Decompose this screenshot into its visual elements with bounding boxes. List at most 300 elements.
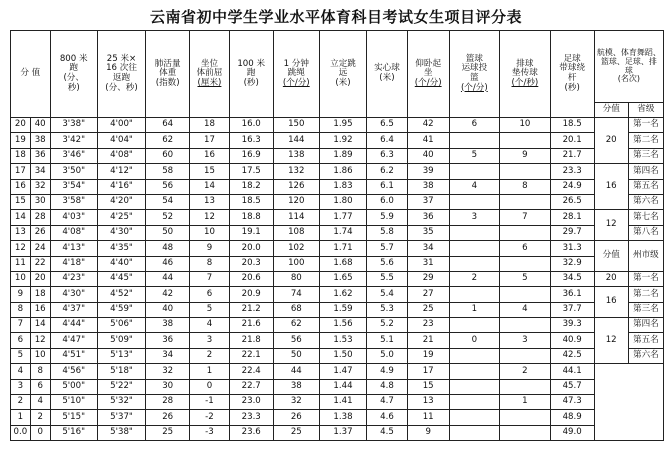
cell: 6.3 (367, 148, 408, 163)
cell: 22.1 (229, 348, 273, 363)
cell: 28 (146, 395, 190, 410)
cell: 5 (190, 302, 230, 317)
cell: 5.6 (367, 256, 408, 271)
cell: 13 (407, 395, 449, 410)
cell: 46 (146, 256, 190, 271)
cell: 4'45" (97, 271, 145, 286)
cell (500, 164, 551, 179)
cell: 27 (407, 287, 449, 302)
cell: 23.3 (550, 164, 594, 179)
cell (449, 410, 500, 425)
cell: 15 (407, 379, 449, 394)
cell: 7 (500, 210, 551, 225)
cell: 62 (273, 318, 319, 333)
cell: 15 (190, 164, 230, 179)
header-standing-jump: 立定跳 远 (米) (319, 31, 366, 118)
cell: 38 (30, 133, 50, 148)
cell: 5.1 (367, 333, 408, 348)
cell: 20.0 (229, 241, 273, 256)
cell: 38 (273, 379, 319, 394)
cell: 8 (11, 302, 31, 317)
cell: 18.2 (229, 179, 273, 194)
cell: 50 (273, 348, 319, 363)
header-rank: 航模、体育舞蹈、 篮球、足球、排 球 (名次) (594, 31, 663, 103)
cell (449, 318, 500, 333)
cell: 62 (146, 133, 190, 148)
cell: 5.5 (367, 271, 408, 286)
cell: 4'08" (50, 225, 97, 240)
header-lung-capacity: 肺活量 体重 (指数) (146, 31, 190, 118)
cell: 25 (273, 425, 319, 440)
rank-city-header: 州市级 (628, 241, 663, 272)
cell: 108 (273, 225, 319, 240)
cell: 5'18" (97, 364, 145, 379)
cell: 36 (30, 148, 50, 163)
cell: 13 (190, 194, 230, 209)
cell (500, 194, 551, 209)
rank-name-cell: 第五名 (628, 333, 663, 348)
cell: 0 (30, 425, 50, 440)
page-title: 云南省初中学生学业水平体育科目考试女生项目评分表 (149, 8, 522, 26)
cell: 34 (30, 164, 50, 179)
cell: 3'58" (50, 194, 97, 209)
cell: 16.9 (229, 148, 273, 163)
cell: 49.0 (550, 425, 594, 440)
cell (449, 364, 500, 379)
rank-score-cell: 20 (594, 271, 628, 286)
cell: 1 (500, 395, 551, 410)
cell: 10 (11, 271, 31, 286)
cell: 39.3 (550, 318, 594, 333)
cell: 1.50 (319, 348, 366, 363)
cell: 1.37 (319, 425, 366, 440)
cell: 48.9 (550, 410, 594, 425)
header-rank-score: 分值 (594, 103, 628, 118)
cell: 4'44" (50, 318, 97, 333)
cell: 20 (11, 118, 31, 133)
cell: 4'30" (97, 225, 145, 240)
header-800m: 800 米 跑 (分、 秒) (50, 31, 97, 118)
cell: 64 (146, 118, 190, 133)
cell: 4'47" (50, 333, 97, 348)
cell: 9 (11, 287, 31, 302)
cell: 34.5 (550, 271, 594, 286)
cell: 21.7 (550, 148, 594, 163)
cell: 3'54" (50, 179, 97, 194)
table-row (11, 194, 664, 209)
table-row (11, 179, 664, 194)
table-row (11, 395, 664, 410)
cell: 58 (146, 164, 190, 179)
rank-score-cell: 16 (594, 287, 628, 318)
cell: 40 (146, 302, 190, 317)
cell: 1.89 (319, 148, 366, 163)
rank-name-cell: 第三名 (628, 302, 663, 317)
cell: 42.5 (550, 348, 594, 363)
cell: 26 (146, 410, 190, 425)
cell: 19 (407, 348, 449, 363)
header-basketball: 篮球 运球投 篮 (个/分) (449, 31, 500, 118)
cell: 1.86 (319, 164, 366, 179)
cell: 1 (190, 364, 230, 379)
cell: 34 (407, 241, 449, 256)
cell: 5'06" (97, 318, 145, 333)
cell: 6 (500, 241, 551, 256)
table-row (11, 225, 664, 240)
cell: 4'04" (97, 133, 145, 148)
cell: 5'16" (50, 425, 97, 440)
cell: 30 (30, 194, 50, 209)
cell: 3'42" (50, 133, 97, 148)
cell: 17 (11, 164, 31, 179)
cell: 5.3 (367, 302, 408, 317)
cell: 1.38 (319, 410, 366, 425)
cell: 5'10" (50, 395, 97, 410)
cell: 5'00" (50, 379, 97, 394)
cell: 16 (30, 302, 50, 317)
cell: 21 (407, 333, 449, 348)
cell: 23.6 (229, 425, 273, 440)
cell: 6.2 (367, 164, 408, 179)
cell: 18 (30, 287, 50, 302)
cell: 1.53 (319, 333, 366, 348)
cell: 32.9 (550, 256, 594, 271)
rank-name-cell: 第五名 (628, 179, 663, 194)
cell: 24.9 (550, 179, 594, 194)
cell (500, 287, 551, 302)
rank-city-score-header: 分值 (594, 241, 628, 272)
cell: 1.77 (319, 210, 366, 225)
rank-name-cell: 第二名 (628, 133, 663, 148)
cell: 17 (190, 133, 230, 148)
rank-name-cell: 第三名 (628, 148, 663, 163)
cell: 17 (407, 364, 449, 379)
table-row (11, 241, 664, 256)
cell: 4.6 (367, 410, 408, 425)
cell: 5 (449, 148, 500, 163)
cell: 48 (146, 241, 190, 256)
cell: 26.5 (550, 194, 594, 209)
rank-score-cell: 20 (594, 118, 628, 164)
cell: 14 (11, 210, 31, 225)
cell: 0.0 (11, 425, 31, 440)
table-row (11, 348, 664, 363)
cell: 44.1 (550, 364, 594, 379)
cell: 34 (146, 348, 190, 363)
cell (449, 164, 500, 179)
cell: 37.7 (550, 302, 594, 317)
cell: 4'20" (97, 194, 145, 209)
cell: 45.7 (550, 379, 594, 394)
cell (449, 241, 500, 256)
cell: 5 (500, 271, 551, 286)
cell: 102 (273, 241, 319, 256)
cell: 4'08" (97, 148, 145, 163)
table-row (11, 318, 664, 333)
cell: 12 (30, 333, 50, 348)
cell: 3 (500, 333, 551, 348)
cell: 50 (146, 225, 190, 240)
table-row (11, 333, 664, 348)
cell: 7 (11, 318, 31, 333)
cell: 30 (146, 379, 190, 394)
cell: 10 (190, 225, 230, 240)
rank-name-cell: 第四名 (628, 164, 663, 179)
cell: 26 (30, 225, 50, 240)
table-row (11, 379, 664, 394)
cell: 5.2 (367, 318, 408, 333)
cell (449, 287, 500, 302)
table-row (11, 118, 664, 133)
rank-name-cell: 第六名 (628, 348, 663, 363)
table-row (11, 210, 664, 225)
cell: 10 (30, 348, 50, 363)
cell: 16.3 (229, 133, 273, 148)
cell: 35 (407, 225, 449, 240)
cell: 16 (11, 179, 31, 194)
cell: 5'32" (97, 395, 145, 410)
cell: 5.0 (367, 348, 408, 363)
cell: 5.8 (367, 225, 408, 240)
cell: 29.7 (550, 225, 594, 240)
cell: 6 (11, 333, 31, 348)
cell: 15 (11, 194, 31, 209)
cell: 4 (449, 179, 500, 194)
cell: 19 (11, 133, 31, 148)
cell: 42 (146, 287, 190, 302)
cell: 1.44 (319, 379, 366, 394)
cell: 32 (30, 179, 50, 194)
header-medicine-ball: 实心球 (米) (367, 31, 408, 118)
cell: 40.9 (550, 333, 594, 348)
cell: 18.5 (229, 194, 273, 209)
cell: 11 (11, 256, 31, 271)
cell: 2 (449, 271, 500, 286)
cell (500, 318, 551, 333)
cell: 2 (190, 348, 230, 363)
cell: 5'22" (97, 379, 145, 394)
cell: 9 (500, 148, 551, 163)
cell (500, 425, 551, 440)
rank-name-cell: 第二名 (628, 287, 663, 302)
cell: 28.1 (550, 210, 594, 225)
cell: 1.65 (319, 271, 366, 286)
cell: 1.71 (319, 241, 366, 256)
cell (449, 379, 500, 394)
rank-name-cell: 第四名 (628, 318, 663, 333)
cell: 68 (273, 302, 319, 317)
cell: 32 (146, 364, 190, 379)
cell: 150 (273, 118, 319, 133)
table-row (11, 256, 664, 271)
table-row (11, 164, 664, 179)
header-sit-and-reach: 坐位 体前屈 (厘米) (190, 31, 230, 118)
cell: 4'35" (97, 241, 145, 256)
cell: 1.47 (319, 364, 366, 379)
cell: 4'18" (50, 256, 97, 271)
table-row (11, 364, 664, 379)
cell: 38 (407, 179, 449, 194)
cell: 21.2 (229, 302, 273, 317)
cell: 40 (30, 118, 50, 133)
cell: 26 (273, 410, 319, 425)
cell: 21.6 (229, 318, 273, 333)
cell: 2 (11, 395, 31, 410)
cell: 22.7 (229, 379, 273, 394)
cell: 1.83 (319, 179, 366, 194)
rank-score-cell: 16 (594, 164, 628, 210)
cell: 1 (11, 410, 31, 425)
cell (500, 133, 551, 148)
cell: 4'23" (50, 271, 97, 286)
cell: 39 (407, 164, 449, 179)
cell: 3'50" (50, 164, 97, 179)
cell: -3 (190, 425, 230, 440)
cell: 25 (407, 302, 449, 317)
cell: 1.80 (319, 194, 366, 209)
rank-name-cell: 第一名 (628, 271, 663, 286)
cell: 126 (273, 179, 319, 194)
cell: 32 (273, 395, 319, 410)
cell: 23.3 (229, 410, 273, 425)
cell: 7 (190, 271, 230, 286)
cell: 4'00" (97, 118, 145, 133)
cell: 8 (190, 256, 230, 271)
rank-name-cell: 第八名 (628, 225, 663, 240)
cell (449, 348, 500, 363)
cell: 19.1 (229, 225, 273, 240)
cell: 4'40" (97, 256, 145, 271)
cell (500, 256, 551, 271)
cell: 144 (273, 133, 319, 148)
cell: 56 (273, 333, 319, 348)
cell (500, 348, 551, 363)
cell: 132 (273, 164, 319, 179)
cell: 120 (273, 194, 319, 209)
rank-name-cell: 第一名 (628, 118, 663, 133)
cell: 5.9 (367, 210, 408, 225)
cell: 22 (30, 256, 50, 271)
table-row (11, 133, 664, 148)
cell: 41 (407, 133, 449, 148)
cell: 24 (30, 241, 50, 256)
cell: 54 (146, 194, 190, 209)
header-shuttle-run: 25 米× 16 次往 返跑 (分、秒) (97, 31, 145, 118)
cell: 12 (190, 210, 230, 225)
cell: 11 (407, 410, 449, 425)
cell: 4'52" (97, 287, 145, 302)
cell (449, 225, 500, 240)
cell: 0 (190, 379, 230, 394)
cell: 13 (11, 225, 31, 240)
cell: 56 (146, 179, 190, 194)
table-row (11, 425, 664, 440)
cell: 1.62 (319, 287, 366, 302)
cell: 6 (449, 118, 500, 133)
cell: 18.5 (550, 118, 594, 133)
cell: 0 (449, 333, 500, 348)
cell: 16.0 (229, 118, 273, 133)
cell: 37 (407, 194, 449, 209)
cell: -1 (190, 395, 230, 410)
cell: 20.3 (229, 256, 273, 271)
cell: 16 (190, 148, 230, 163)
cell: 42 (407, 118, 449, 133)
cell: 1.59 (319, 302, 366, 317)
cell (500, 410, 551, 425)
cell: 14 (190, 179, 230, 194)
table-row (11, 271, 664, 286)
cell: 1.92 (319, 133, 366, 148)
cell: 29 (407, 271, 449, 286)
cell: 6 (190, 287, 230, 302)
cell: 6.4 (367, 133, 408, 148)
cell: 3'38" (50, 118, 97, 133)
cell: 18 (11, 148, 31, 163)
cell: 17.5 (229, 164, 273, 179)
header-100m: 100 米 跑 (秒) (229, 31, 273, 118)
cell: 14 (30, 318, 50, 333)
header-rank-provincial: 省级 (628, 103, 663, 118)
cell: 12 (11, 241, 31, 256)
cell: 36.1 (550, 287, 594, 302)
cell: 5.7 (367, 241, 408, 256)
cell: 4'12" (97, 164, 145, 179)
cell: 5'09" (97, 333, 145, 348)
cell: 21.8 (229, 333, 273, 348)
cell: 4'56" (50, 364, 97, 379)
cell: 23 (407, 318, 449, 333)
cell: 1 (449, 302, 500, 317)
cell: 18.8 (229, 210, 273, 225)
cell: 4'59" (97, 302, 145, 317)
cell: 4'03" (50, 210, 97, 225)
rank-score-cell: 12 (594, 318, 628, 364)
cell: 36 (146, 333, 190, 348)
cell: 52 (146, 210, 190, 225)
cell (500, 379, 551, 394)
cell: 138 (273, 148, 319, 163)
cell (449, 133, 500, 148)
cell: 5 (11, 348, 31, 363)
cell: 20.1 (550, 133, 594, 148)
cell: 4'13" (50, 241, 97, 256)
cell: 1.74 (319, 225, 366, 240)
cell: 4'16" (97, 179, 145, 194)
cell: 5'37" (97, 410, 145, 425)
cell: 20.6 (229, 271, 273, 286)
cell: 23.0 (229, 395, 273, 410)
cell: 4 (11, 364, 31, 379)
cell: 20 (30, 271, 50, 286)
cell: 38 (146, 318, 190, 333)
cell: -2 (190, 410, 230, 425)
cell: 4.5 (367, 425, 408, 440)
header-rope-skip: 1 分钟 跳绳 (个/分) (273, 31, 319, 118)
header-score: 分 值 (11, 31, 51, 118)
cell: 3 (449, 210, 500, 225)
table-row (11, 287, 664, 302)
cell (449, 194, 500, 209)
cell: 28 (30, 210, 50, 225)
cell: 1.41 (319, 395, 366, 410)
cell: 3 (11, 379, 31, 394)
cell: 6.1 (367, 179, 408, 194)
table-row (11, 148, 664, 163)
cell: 36 (407, 210, 449, 225)
header-volleyball: 排球 垫传球 (个/秒) (500, 31, 551, 118)
cell: 8 (500, 179, 551, 194)
